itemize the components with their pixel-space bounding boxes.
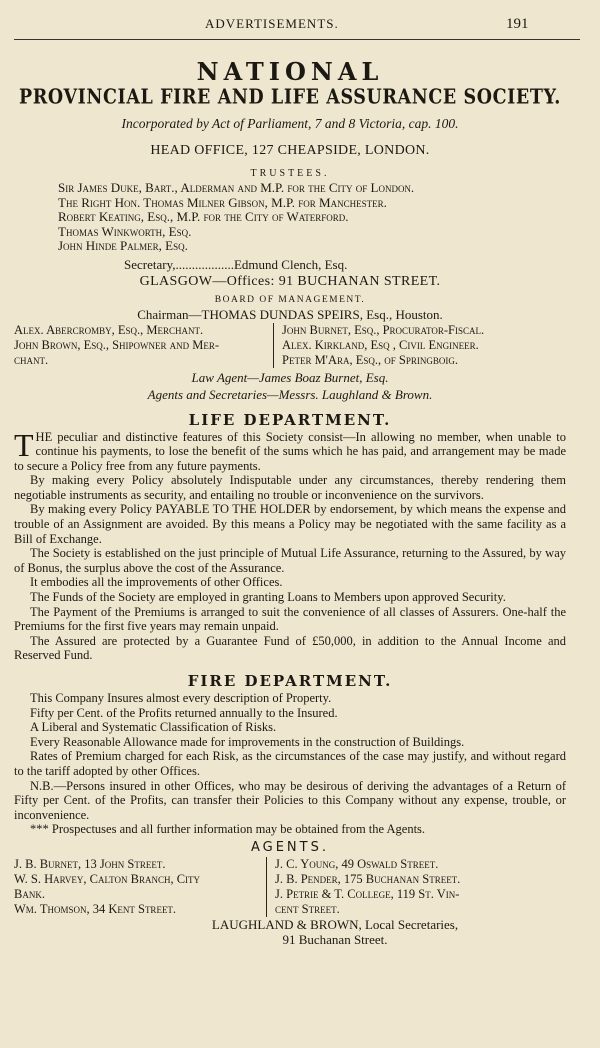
board-right-column	[282, 323, 562, 368]
advertisement	[14, 58, 566, 947]
agent-line: J. B. Burnet, 13 John Street.	[14, 856, 166, 871]
glasgow-offices: GLASGOW—Offices: 91 BUCHANAN STREET.	[139, 273, 441, 289]
board-member: Alex. Kirkland, Esq , Civil Engineer.	[282, 337, 479, 352]
agents-right-column	[275, 857, 555, 917]
trustee-line: The Right Hon. Thomas Milner Gibson, M.P. for Manchester.	[58, 194, 387, 210]
agents-heading: AGENTS.	[250, 839, 329, 855]
agent-line: J. B. Pender, 175 Buchanan Street.	[275, 871, 461, 886]
trustee-line: Thomas Winkworth, Esq.	[58, 223, 192, 239]
board-member: John Burnet, Esq., Procurator-Fiscal.	[282, 322, 485, 337]
agent-line: J. Petrie & T. College, 119 St. Vin-	[275, 886, 460, 901]
title-society: PROVINCIAL FIRE AND LIFE ASSURANCE SOCIETY.	[19, 86, 561, 110]
agents-list	[14, 857, 566, 917]
running-header-title: ADVERTISEMENTS.	[205, 16, 339, 31]
board-heading: BOARD OF MANAGEMENT.	[214, 294, 366, 305]
header-rule	[14, 39, 580, 40]
agent-line: Wm. Thomson, 34 Kent Street.	[14, 901, 177, 916]
life-paragraph: The Assured are protected by a Guarantee Fund of £50,000, in addition to the Annual Income and Reserved Fund.	[14, 633, 566, 663]
fire-paragraph: This Company Insures almost every description of Property.	[30, 691, 332, 705]
drop-cap: T	[14, 426, 34, 463]
life-paragraph: By making every Policy absolutely Indisputable under any circumstances, thereby rendering them negotiable instruments as security, and entailing no trouble or inconvenience on the survivors.	[14, 473, 566, 502]
trustee-line: Robert Keating, Esq., M.P. for the City of Waterford.	[58, 209, 349, 224]
fire-paragraph: N.B.—Persons insured in other Offices, who may be desirous of deriving the advantages of a Return of Fifty per Cent. of the Profits, can transfer their Policies to this Company without any expense, trouble, or inconvenience.	[14, 778, 566, 822]
fire-paragraph: *** Prospectuses and all further information may be obtained from the Agents.	[30, 822, 426, 837]
agent-line: Bank.	[14, 886, 45, 901]
page-number: 191	[506, 16, 529, 32]
head-office: HEAD OFFICE, 127 CHEAPSIDE, LONDON.	[150, 143, 430, 158]
incorporation-line: Incorporated by Act of Parliament, 7 and 8 Victoria, cap. 100.	[121, 116, 459, 131]
agents-secretaries: Agents and Secretaries—Messrs. Laughland & Brown.	[147, 386, 433, 402]
life-department-text	[14, 426, 566, 664]
life-department-heading: LIFE DEPARTMENT.	[188, 410, 392, 429]
title-national: NATIONAL	[196, 57, 384, 86]
fire-paragraph: Every Reasonable Allowance made for improvements in the construction of Buildings.	[30, 734, 465, 749]
life-first-paragraph	[14, 426, 566, 474]
life-paragraph: The Funds of the Society are employed in granting Loans to Members upon approved Security.	[30, 590, 506, 605]
trustee-line: John Hinde Palmer, Esq.	[58, 238, 188, 253]
local-secretaries-address: 91 Buchanan Street.	[282, 931, 388, 947]
board-member: Peter M'Ara, Esq., of Springboig.	[282, 352, 458, 367]
fire-paragraph: Rates of Premium charged for each Risk, as the circumstances of the case may justify, and without regard to the tariff adopted by other Offices.	[14, 749, 566, 778]
trustees-list	[58, 181, 566, 254]
life-first-text: HE peculiar and distinctive features of this Society consist—In allowing no member, when unable to continue his payments, to lose the benefit of the sums which he has paid, and arrangement may be made to secure a Policy free from any future payments.	[14, 429, 566, 473]
fire-paragraph: Fifty per Cent. of the Profits returned annually to the Insured.	[30, 705, 338, 720]
life-paragraph: By making every Policy PAYABLE TO THE HOLDER by endorsement, by which means the expense and trouble of an Assignment are avoided. By this means a Policy may be negotiated with the same facility as a Bill of Exchange.	[14, 502, 566, 546]
board-left-column	[14, 323, 269, 368]
life-paragraph: The Society is established on the just principle of Mutual Life Assurance, returning to the Assured, by way of Bonus, the surplus above the cost of the Assurance.	[14, 546, 566, 575]
trustee-line: Sir James Duke, Bart., Alderman and M.P. for the City of London.	[58, 180, 415, 195]
board-member: John Brown, Esq., Shipowner and Mer-	[14, 337, 220, 352]
trustees-heading: TRUSTEES.	[250, 168, 330, 179]
secretary-line: Secretary,..................Edmund Clench, Esq.	[124, 256, 348, 272]
law-agent: Law Agent—James Boaz Burnet, Esq.	[191, 369, 389, 385]
agent-line: J. C. Young, 49 Oswald Street.	[275, 856, 439, 871]
running-header	[0, 16, 600, 36]
agents-left-column	[14, 857, 262, 917]
fire-department-heading: FIRE DEPARTMENT.	[187, 672, 393, 690]
fire-paragraph: A Liberal and Systematic Classification of Risks.	[30, 720, 277, 735]
fire-department-text	[14, 691, 566, 837]
chairman-line: Chairman—THOMAS DUNDAS SPEIRS, Esq., Houston.	[137, 306, 443, 322]
local-secretaries: LAUGHLAND & BROWN, Local Secretaries,	[211, 916, 459, 932]
life-paragraph: The Payment of the Premiums is arranged to suit the convenience of all classes of Assurers. One-half the Premiums for the first five years may remain unpaid.	[14, 604, 566, 634]
column-divider	[266, 857, 267, 917]
board-member: chant.	[14, 352, 49, 367]
board-member: Alex. Abercromby, Esq., Merchant.	[14, 322, 204, 337]
agent-line: cent Street.	[275, 901, 340, 916]
board-members	[14, 323, 566, 368]
column-divider	[273, 323, 274, 368]
agent-line: W. S. Harvey, Calton Branch, City	[14, 871, 201, 886]
life-paragraph: It embodies all the improvements of other Offices.	[30, 575, 283, 590]
